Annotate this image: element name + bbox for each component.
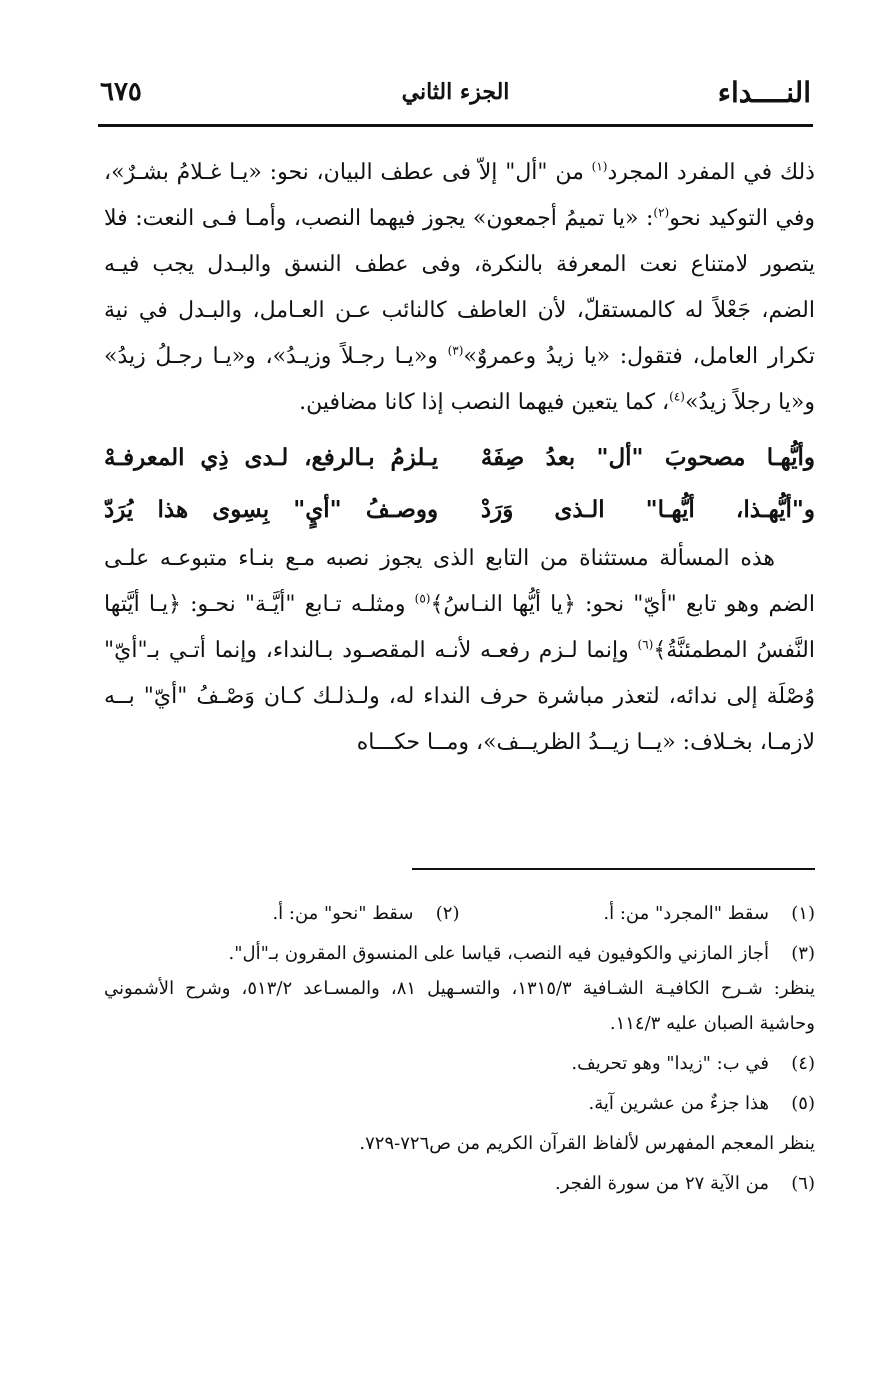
footnote-text: من الآية ٢٧ من سورة الفجر. [555,1173,769,1194]
chapter-title: النــــداء [717,75,811,109]
page-number: ٦٧٥ [100,77,142,107]
text-run: : «يا تميمُ أجمعون» يجوز فيهما النصب، وأمـا فـى النعت: فلا يتصور لامتناع نعت المعرفة بالنكرة، وفى عطف النسق والبـدل يجب فيـه الضم، جَعْلاً له كالمستقلّ، لأن العاطف كالنائب عـن العـامل، والبـدل في نية تكرار العامل، فتقول: «يا زيدُ وعمروٌ» [104,206,815,369]
verse-1-second-hemistich: يـلزمُ بـالرفع، لـدى ذِي المعرفـهْ [104,444,439,471]
text-run: ومثلـه تـابع "أيَّـة" نحـو: ﴿يـا أيَّتها النَّفسُ المطمئنَّةُ﴾ [104,592,815,663]
footnote-3-continuation: ينظر: شـرح الكافيـة الشـافية ١٣١٥/٣، والتسـهيل ٨١، والمسـاعد ٥١٣/٢، وشرح الأشموني وحاشية الصبان عليه ١١٤/٣. [104,978,816,1034]
footnote-number: (٥) [791,1093,815,1114]
footnote-number: (٣) [791,943,815,964]
text-run: ، كما يتعين فيهما النصب إذا كانا مضافين. [299,390,670,415]
footnote-1 [460,896,816,931]
footnote-text: في ب: "زيدا" وهو تحريف. [571,1053,769,1074]
footnote-ref-2: (٢) [653,205,670,220]
header-rule [98,124,813,127]
footnote-text: أجاز المازني والكوفيون فيه النصب، قياسا على المنسوق المقرون بـ"أل". [228,943,769,964]
verse-line-1 [104,432,815,484]
part-title: الجزء الثاني [401,79,510,105]
verse-2-second-hemistich: ووصـفُ "أيٍ" بِسِوى هذا يُرَدّ [104,496,439,523]
footnotes [104,896,815,1201]
footnote-number: (٢) [435,903,460,924]
page-header [100,72,811,112]
paragraph-1 [104,150,815,426]
footnote-number: (٦) [791,1173,815,1194]
text-run: وإنما لـزم رفعـه لأنـه المقصـود بـالنداء، وإنما أتـي بـ"أيّ" وُصْلَة إلى ندائه، لتعذر مباشرة حرف النداء له، ولـذلـك كـان وَصْـفُ "أيّ" بــه لازمـا، بخـلاف: «يــا زيــدُ الظريــف»، ومــا حكـــاه [104,638,815,755]
footnote-text: سقط "المجرد" من: أ. [603,903,769,924]
poem-verse [104,432,815,536]
footnote-rule [412,868,815,870]
text-run: هذه المسألة مستثناة من التابع الذى يجوز نصبه مـع بنـاء متبوعـه علـى الضم وهو تابع "أيّ" نحو: ﴿يا أيُّها النـاسُ﴾ [104,546,815,617]
paragraph-2 [104,536,815,766]
footnote-4 [104,1046,815,1081]
footnote-ref-6: (٦) [637,637,654,652]
footnote-6 [104,1166,815,1201]
footnote-5 [104,1086,815,1121]
text-run: ذلك في المفرد المجرد [607,160,815,185]
text-run: و«يـا رجـلاً وزيـدُ»، و«يـا رجـلُ زيدُ» و«يا رجلاً زيدُ» [104,344,815,415]
main-text [104,150,815,766]
footnote-number: (٤) [791,1053,815,1074]
footnote-row-1-2 [104,896,815,931]
footnote-ref-4: (٤) [669,389,685,404]
verse-2-first-hemistich: و"أيُّهـذا، أيُّهـا" الـذى وَرَدْ [480,496,815,523]
footnote-ref-3: (٣) [447,343,464,358]
footnote-2 [104,896,460,931]
footnote-5-continuation: ينظر المعجم المفهرس لألفاظ القرآن الكريم من ص٧٢٦-٧٢٩. [359,1133,815,1154]
verse-line-2 [104,484,815,536]
text-run: من "أل" إلاّ فى عطف البيان، نحو: «يـا غـلامُ بشـرٌ»، وفي التوكيد نحو [104,160,815,231]
footnote-text: سقط "نحو" من: أ. [272,903,414,924]
footnote-ref-1: (١) [591,159,608,174]
footnote-3 [104,936,815,971]
footnote-number: (١) [791,903,815,924]
footnote-text: هذا جزءٌ من عشرين آية. [588,1093,769,1114]
verse-1-first-hemistich: وأيُّهـا مصحوبَ "أل" بعدُ صِفَهْ [480,444,815,471]
footnote-ref-5: (٥) [414,591,431,606]
